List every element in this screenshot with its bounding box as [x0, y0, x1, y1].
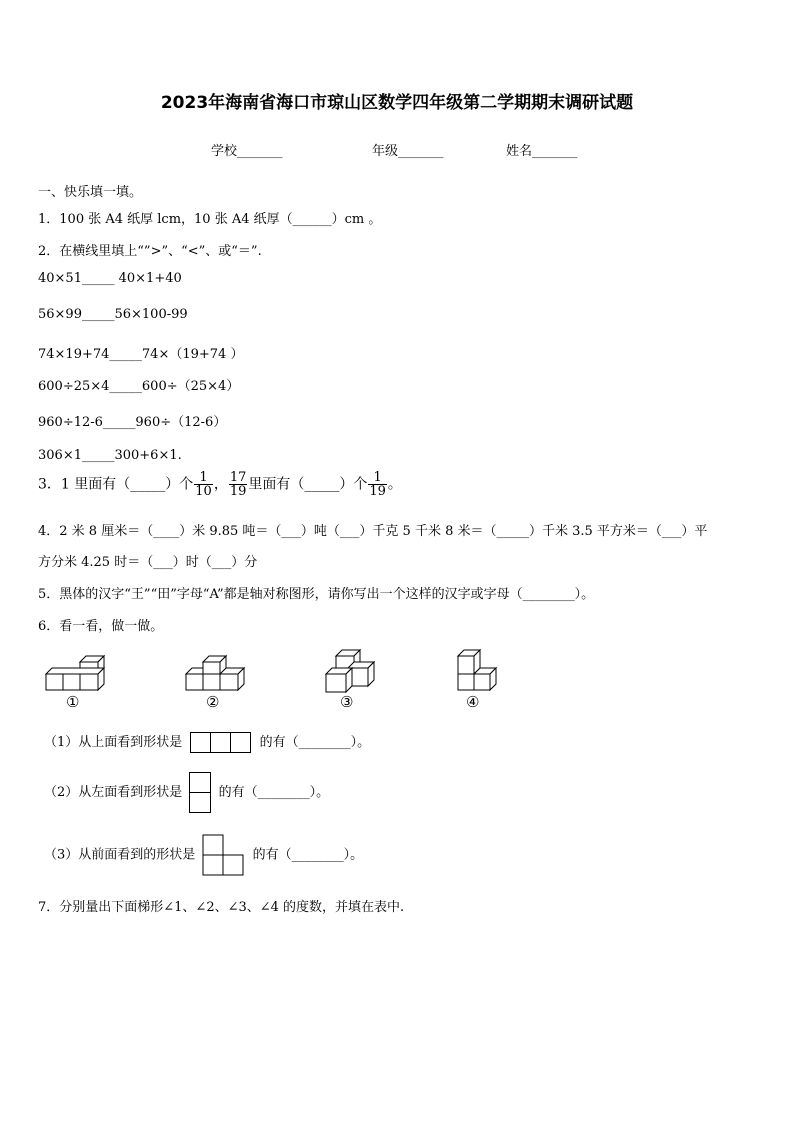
frac-denominator: 19: [369, 484, 386, 499]
name-field: 姓名_______: [506, 144, 578, 159]
frac-denominator: 10: [195, 484, 212, 499]
cube-figure-4: [454, 648, 504, 693]
q2-item-1: 40×51_____ 40×1+40: [38, 271, 182, 286]
cube-figure-1: [44, 648, 114, 693]
shape-cell: [211, 733, 231, 752]
q6-sub-2: [44, 772, 329, 813]
q3-text-1: 3．1 里面有（_____）个: [38, 476, 194, 493]
q6-sub-1-suffix: 的有（________）。: [259, 735, 371, 750]
q2-item-4: 600÷25×4_____600÷（25×4）: [38, 379, 240, 394]
frac-numerator: 1: [368, 471, 387, 485]
l-shape-front-view: [202, 834, 245, 876]
q3-text-2: 里面有（_____）个: [248, 476, 368, 493]
q2-item-2: 56×99_____56×100-99: [38, 307, 188, 322]
q2-item-5: 960÷12-6_____960÷（12-6）: [38, 415, 227, 430]
q6-sub-2-prefix: （2）从左面看到形状是: [44, 785, 183, 800]
q3-comma: ，: [213, 476, 228, 493]
question-1: 1．100 张 A4 纸厚 lcm，10 张 A4 纸厚（______）cm 。: [38, 212, 382, 227]
fraction-1-10: [194, 471, 213, 498]
question-2: 2．在横线里填上“”>”、“<”、或“＝”.: [38, 244, 262, 259]
question-4-line-1: 4．2 米 8 厘米＝（____）米 9.85 吨＝（___）吨（___）千克 5 千米 8 米＝（_____）千米 3.5 平方米＝（___）平: [38, 524, 708, 539]
page-title: 2023年海南省海口市琼山区数学四年级第二学期期末调研试题: [160, 93, 634, 113]
q6-sub-3-prefix: （3）从前面看到的形状是: [44, 847, 196, 863]
frac-numerator: 17: [229, 470, 247, 485]
figure-label-1: ①: [66, 693, 80, 711]
cube-figure-2: [184, 648, 254, 693]
q2-item-3: 74×19+74_____74×（19+74 ）: [38, 347, 244, 362]
three-square-row-shape: [190, 732, 251, 753]
grade-field: 年级_______: [372, 144, 444, 159]
shape-cell: [191, 733, 211, 752]
question-7: 7．分别量出下面梯形∠1、∠2、∠3、∠4 的度数，并填在表中.: [38, 900, 405, 915]
frac-numerator: 1: [194, 471, 213, 485]
q6-sub-2-suffix: 的有（________）。: [218, 785, 330, 800]
question-3: [38, 471, 402, 498]
fraction-17-19: [229, 471, 248, 498]
two-square-column-shape: [189, 772, 211, 813]
shape-cell: [231, 733, 250, 752]
q2-item-6: 306×1_____300+6×1.: [38, 448, 182, 463]
fraction-1-19: [368, 471, 387, 498]
question-4-line-2: 方分米 4.25 时＝（___）时（___）分: [38, 555, 258, 570]
figure-label-3: ③: [340, 693, 354, 711]
q6-sub-1-prefix: （1）从上面看到形状是: [44, 735, 183, 750]
school-field: 学校_______: [211, 144, 283, 159]
question-6: 6．看一看，做一做。: [38, 619, 164, 634]
frac-denominator: 19: [229, 484, 247, 499]
figure-label-2: ②: [206, 693, 220, 711]
q3-end: 。: [387, 476, 402, 493]
figure-label-4: ④: [466, 693, 480, 711]
q6-sub-1: [44, 731, 370, 753]
section-heading: 一、快乐填一填。: [38, 185, 143, 200]
question-5: 5．黑体的汉字“王”“田”字母“A”都是轴对称图形，请你写出一个这样的汉字或字母（________）。: [38, 587, 595, 602]
q6-sub-3-suffix: 的有（________）。: [252, 847, 364, 863]
cube-figure-3: [322, 648, 382, 693]
q6-sub-3: [44, 834, 363, 876]
shape-cell: [190, 773, 210, 793]
shape-cell: [190, 793, 210, 812]
